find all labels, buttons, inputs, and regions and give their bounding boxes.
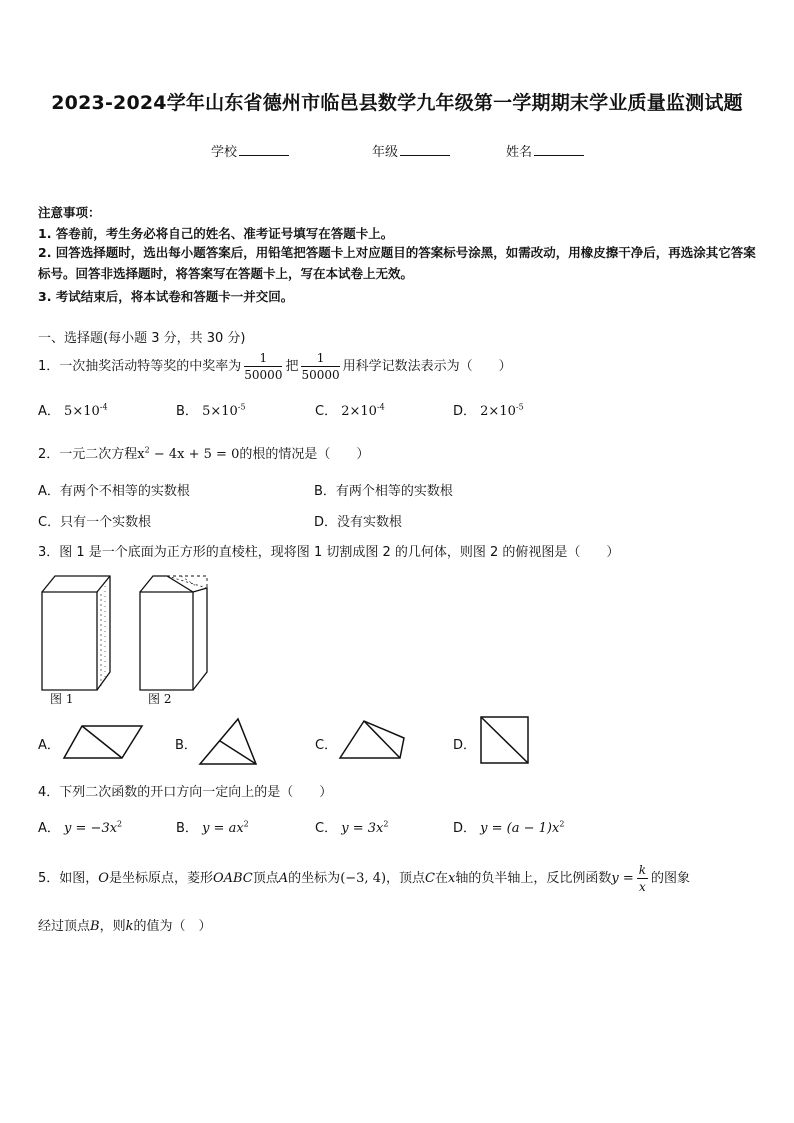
grade-field: 年级	[372, 141, 450, 160]
question-4: 4．下列二次函数的开口方向一定向上的是（ ）	[38, 785, 333, 800]
q3-option-b-figure	[198, 716, 262, 766]
question-2: 2．一元二次方程$x^2 - 4x + 5 = 0$的根的情况是（ ）	[38, 445, 370, 462]
q1-option-b: B． $5\times 10^{-5}$	[176, 402, 246, 419]
q4-option-a: A． $y = -3x^2$	[38, 819, 123, 836]
question-5-line-2: 经过顶点B，则k的值为（ ）	[38, 919, 212, 934]
name-blank	[534, 143, 584, 156]
q2-option-b: B．有两个相等的实数根	[314, 484, 453, 499]
q3-option-b-label: B．	[175, 738, 197, 753]
section-heading: 一、选择题(每小题 3 分，共 30 分)	[38, 331, 246, 346]
q1-option-c: C． $2\times 10^{-4}$	[315, 402, 385, 419]
q3-option-d-figure	[478, 714, 532, 766]
q4-option-c: C． $y = 3x^2$	[315, 819, 389, 836]
fraction: $\frac{1}{50000}$	[244, 351, 283, 382]
fraction-k-over-x: $\frac{k}{x}$	[638, 863, 647, 894]
fraction: $\frac{1}{50000}$	[301, 351, 340, 382]
q1-option-a: A． $5\times 10^{-4}$	[38, 402, 108, 419]
question-5-line-1: 5．如图，O是坐标原点，菱形OABC顶点A的坐标为(−3, 4)，顶点C在x轴的负半轴上，反比例函数y = $\frac{k}{x}$ 的图象	[38, 863, 691, 894]
grade-blank	[400, 143, 450, 156]
school-field: 学校	[211, 141, 289, 160]
q4-option-d: D． $y = (a - 1)x^2$	[453, 819, 565, 836]
notice-item-3: 3. 考试结束后，将本试卷和答题卡一并交回。	[38, 289, 294, 304]
q3-option-a-figure	[62, 722, 146, 762]
notice-heading: 注意事项：	[38, 205, 101, 220]
q3-option-a-label: A．	[38, 738, 60, 753]
notice-item-1: 1. 答卷前，考生务必将自己的姓名、准考证号填写在答题卡上。	[38, 226, 394, 241]
page-title: 2023-2024学年山东省德州市临邑县数学九年级第一学期期末学业质量监测试题	[51, 92, 743, 114]
name-field: 姓名	[506, 141, 584, 160]
figure-2-cut-solid	[136, 572, 226, 692]
notice-item-2: 2. 回答选择题时，选出每小题答案后，用铅笔把答题卡上对应题目的答案标号涂黑，如需改动，用橡皮擦干净后，再选涂其它答案标号。回答非选择题时，将答案写在答题卡上，写在本试卷上无效。	[38, 245, 756, 281]
q2-option-c: C．只有一个实数根	[38, 515, 152, 530]
figure-2-label: 图 2	[148, 692, 172, 706]
question-3: 3．图 1 是一个底面为正方形的直棱柱，现将图 1 切割成图 2 的几何体，则图 2 的俯视图是（ ）	[38, 545, 620, 560]
q2-option-d: D．没有实数根	[314, 515, 403, 530]
q1-option-d: D． $2\times 10^{-5}$	[453, 402, 524, 419]
q2-option-a: A．有两个不相等的实数根	[38, 484, 190, 499]
q3-option-d-label: D．	[453, 738, 477, 753]
q3-option-c-figure	[338, 718, 406, 762]
figure-1-label: 图 1	[50, 692, 74, 706]
q4-option-b: B． $y = ax^2$	[176, 819, 249, 836]
q3-option-c-label: C．	[315, 738, 338, 753]
question-1: 1．一次抽奖活动特等奖的中奖率为 $\frac{1}{50000}$ 把 $\frac{1}{50000}$ 用科学记数法表示为（ ）	[38, 351, 512, 382]
school-blank	[239, 143, 289, 156]
